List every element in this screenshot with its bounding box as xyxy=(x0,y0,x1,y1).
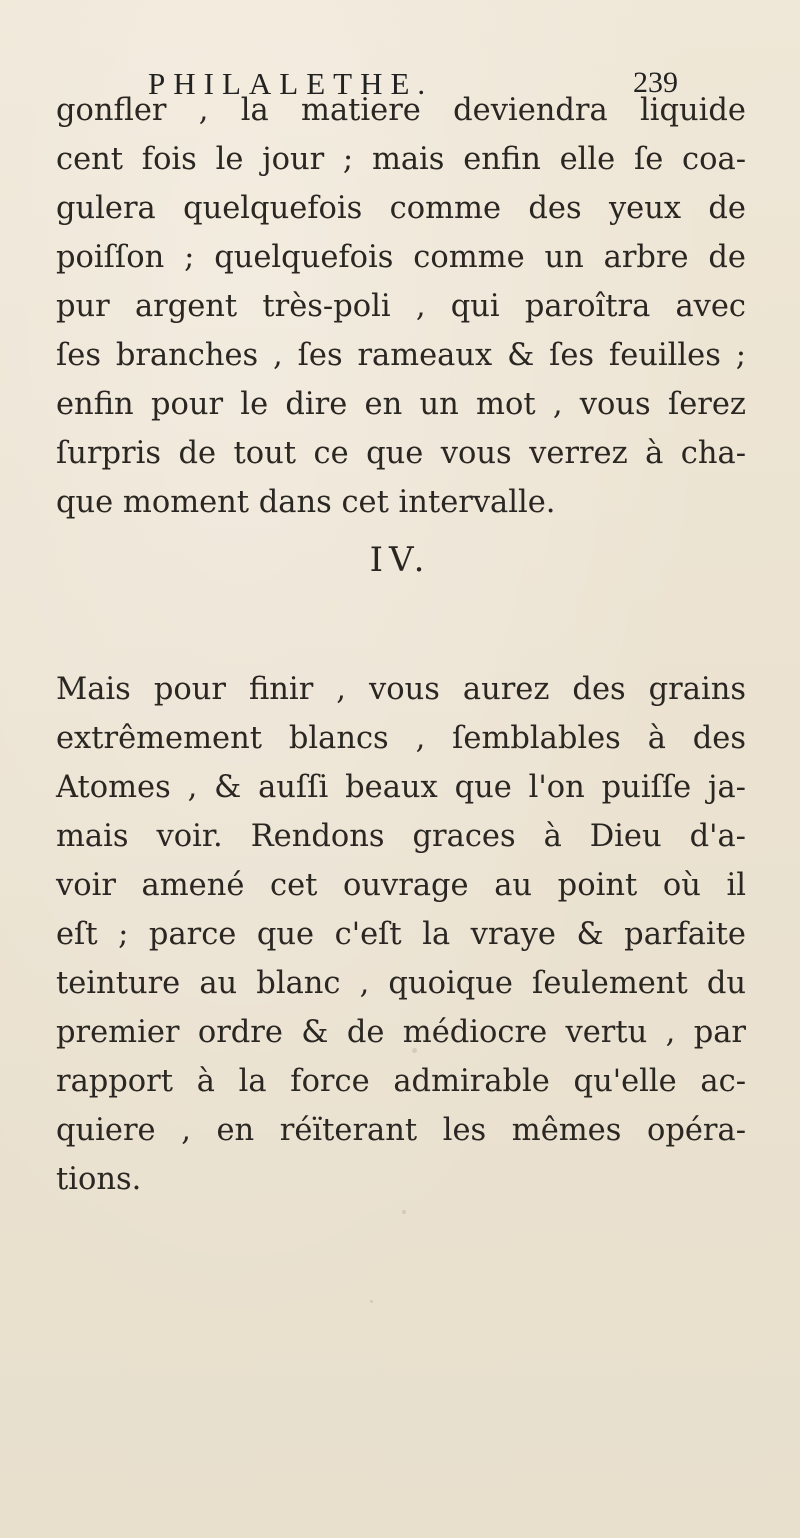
text-line: que moment dans cet intervalle. xyxy=(56,485,556,520)
text-line: gulera quelquefois comme des yeux de xyxy=(56,191,746,226)
text-line: ſes branches , ſes rameaux & ſes feuilles ; xyxy=(56,338,746,373)
section-heading: IV. xyxy=(369,540,431,580)
text-line: Mais pour finir , vous aurez des grains xyxy=(56,672,746,707)
text-line: Atomes , & auſſi beaux que l'on puiſſe ja- xyxy=(56,770,746,805)
text-line: rapport à la force admirable qu'elle ac- xyxy=(56,1064,746,1099)
text-line: eſt ; parce que c'eſt la vraye & parfaite xyxy=(56,917,746,952)
text-line: ſurpris de tout ce que vous verrez à cha- xyxy=(56,436,746,471)
text-line: voir amené cet ouvrage au point où il xyxy=(56,868,746,903)
text-line: cent fois le jour ; mais enfin elle ſe coa- xyxy=(56,142,746,177)
text-line: pur argent très-poli , qui paroîtra avec xyxy=(56,289,746,324)
text-line: enfin pour le dire en un mot , vous ſerez xyxy=(56,387,746,422)
text-line: tions. xyxy=(56,1162,142,1197)
paragraph-2 xyxy=(56,665,746,1204)
text-line: teinture au blanc , quoique ſeulement du xyxy=(56,966,746,1001)
paper-spot xyxy=(402,1210,406,1214)
paragraph-1 xyxy=(56,86,746,527)
paper-spot xyxy=(412,1048,417,1053)
text-line: gonfler , la matiere deviendra liquide xyxy=(56,93,746,128)
page-number: 239 xyxy=(633,66,678,99)
text-line: premier ordre & de médiocre vertu , par xyxy=(56,1015,746,1050)
text-line: poiſſon ; quelquefois comme un arbre de xyxy=(56,240,746,275)
text-line: mais voir. Rendons graces à Dieu d'a- xyxy=(56,819,746,854)
running-title: PHILALETHE. xyxy=(148,66,434,101)
text-line: extrêmement blancs , ſemblables à des xyxy=(56,721,746,756)
text-line: quiere , en réïterant les mêmes opéra- xyxy=(56,1113,746,1148)
paper-spot xyxy=(370,1300,373,1303)
